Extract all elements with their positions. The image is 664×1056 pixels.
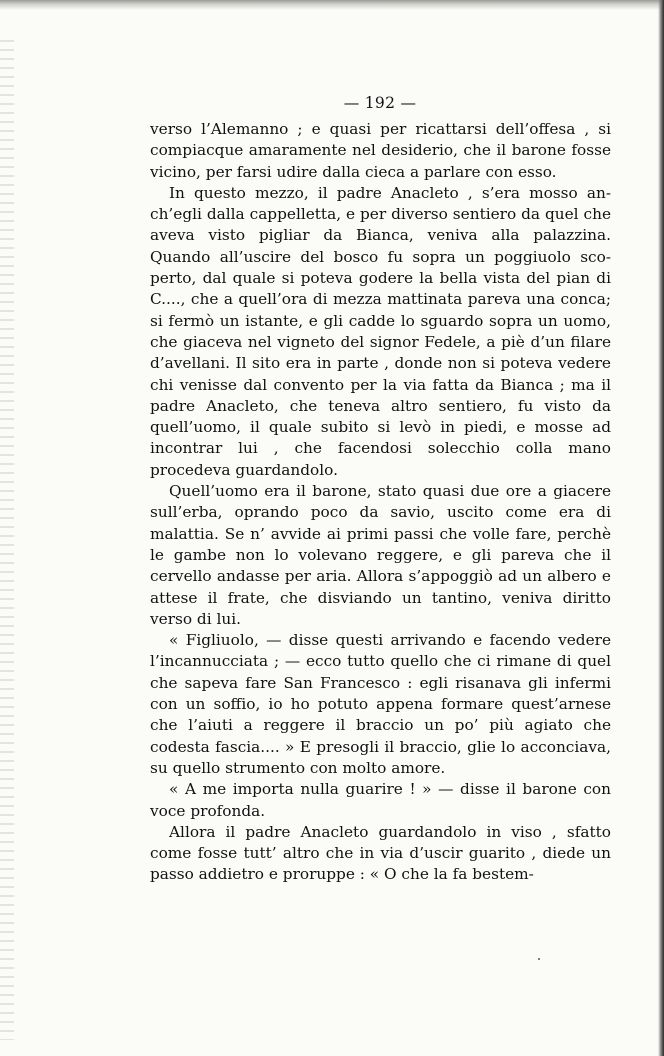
- paragraph-2: In questo mezzo, il padre Anacleto , s’era mosso anch’egli dalla cappelletta, e per diverso sentiero da quel che aveva visto pigliar da Bianca, veniva alla palazzina. Quando all’uscire del bosco fu sopra un poggiuolo scoperto, dal quale si poteva godere la bella vista del pian di C...., che a quell’ora di mezza mattinata pareva una conca; si fermò un istante, e gli cadde lo sguardo sopra un uomo, che giaceva nel vigneto del signor Fedele, a piè d’un filare d’avellani. Il sito era in parte , donde non si poteva vedere chi venisse dal convento per la via fatta da Bianca ; ma il padre Anacleto, che teneva altro sentiero, fu visto da quell’uomo, il quale subito si levò in piedi, e mosse ad incontrar lui , che facendosi solecchio colla mano procedeva guardandolo.: [150, 183, 611, 479]
- page-left-binding-edge: [0, 40, 14, 1040]
- paragraph-4: « Figliuolo, — disse questi arrivando e facendo vedere l’incannucciata ; — ecco tutto quello che ci rimane di quel che sapeva fare San Francesco : egli risanava gli infermi con un soffio, io ho potuto appena formare quest’arnese che l’aiuti a reggere il braccio un po’ più agiato che codesta fascia.... » E presogli il braccio, glie lo acconciava, su quello strumento con molto amore.: [150, 631, 611, 777]
- paragraph-6: Allora il padre Anacleto guardandolo in viso , sfatto come fosse tutt’ altro che in via d’uscir guarito , diede un passo addietro e proruppe : « O che la fa bestem-: [150, 822, 611, 884]
- page-top-edge-shadow: [0, 0, 664, 10]
- paragraph-3: Quell’uomo era il barone, stato quasi due ore a giacere sull’erba, oprando poco da savio, uscito come era di malattia. Se n’ avvide ai primi passi che volle fare, perchè le gambe non lo volevano reggere, e gli pareva che il cervello andasse per aria. Allora s’appoggiò ad un albero e attese il frate, che disviando un tantino, veniva diritto verso di lui.: [150, 482, 611, 628]
- page-right-edge-shadow: [658, 0, 664, 1056]
- paragraph-1: verso l’Alemanno ; e quasi per ricattarsi dell’offesa , si compiacque amaramente nel desiderio, che il barone fosse vicino, per farsi udire dalla cieca a parlare con esso.: [150, 120, 611, 181]
- page-number: — 192 —: [343, 94, 417, 112]
- paragraph-5: « A me importa nulla guarire ! » — disse il barone con voce profonda.: [150, 780, 611, 820]
- page-body-text: [150, 119, 611, 886]
- ink-speck: [538, 958, 540, 960]
